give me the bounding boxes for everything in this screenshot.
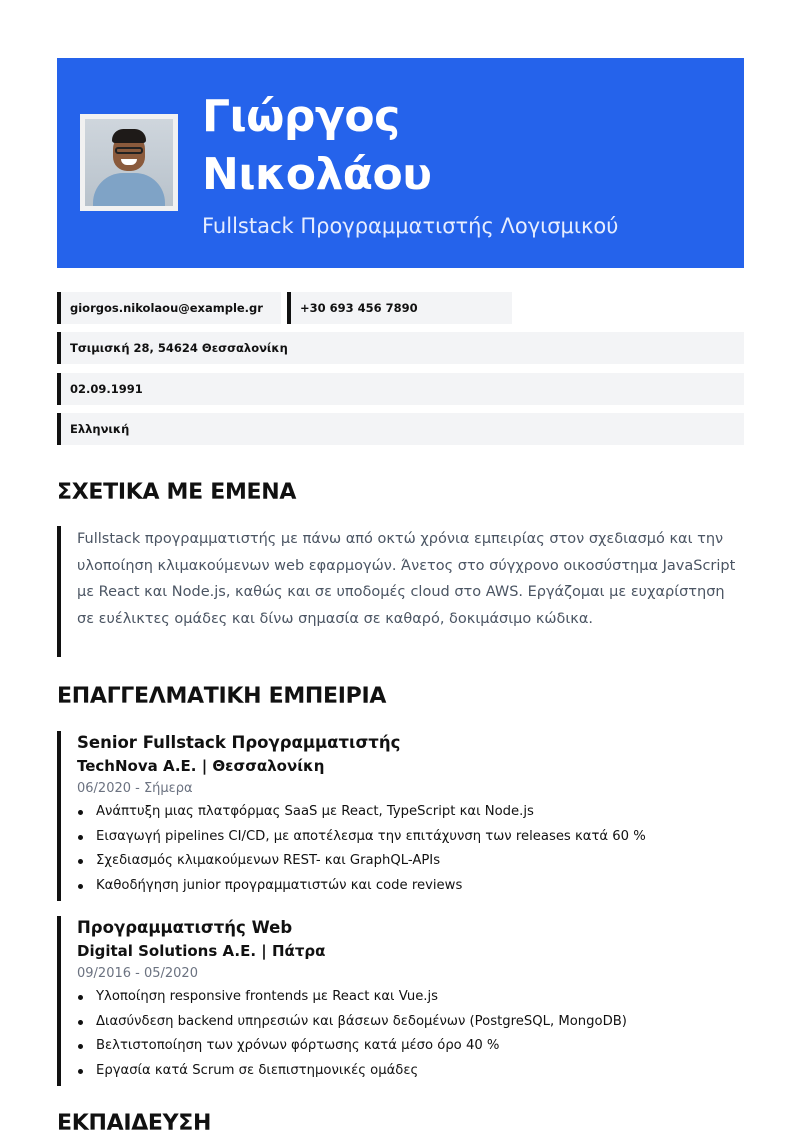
list-item: Εργασία κατά Scrum σε διεπιστημονικές ομάδες: [77, 1059, 744, 1084]
experience-heading: ΕΠΑΓΓΕΛΜΑΤΙΚΗ ΕΜΠΕΙΡΙΑ: [57, 684, 387, 709]
list-item: Σχεδιασμός κλιμακούμενων REST- και GraphQL-APIs: [77, 849, 744, 874]
job-bullets: [77, 985, 744, 1083]
profile-photo-frame: [80, 114, 178, 211]
job-title: Senior Fullstack Προγραμματιστής: [77, 733, 401, 752]
about-heading: ΣΧΕΤΙΚΑ ΜΕ ΕΜΕΝΑ: [57, 480, 297, 505]
job-company: TechNova A.E. | Θεσσαλονίκη: [77, 757, 325, 775]
job-dates: 09/2016 - 05/2020: [77, 966, 198, 981]
job-entry: [57, 731, 744, 901]
bullet-icon: [78, 995, 83, 1000]
bullet-icon: [78, 810, 83, 815]
list-item: Καθοδήγηση junior προγραμματιστών και code reviews: [77, 874, 744, 899]
list-item: Εισαγωγή pipelines CI/CD, με αποτέλεσμα την επιτάχυνση των releases κατά 60 %: [77, 825, 744, 850]
education-heading: ΕΚΠΑΙΔΕΥΣΗ: [57, 1111, 212, 1131]
person-name: [202, 88, 722, 204]
contact-nationality: Ελληνική: [57, 413, 744, 445]
contact-birthdate: 02.09.1991: [57, 373, 744, 405]
job-title: Προγραμματιστής Web: [77, 918, 293, 937]
list-item: Ανάπτυξη μιας πλατφόρμας SaaS με React, TypeScript και Node.js: [77, 800, 744, 825]
bullet-icon: [78, 859, 83, 864]
list-item: Υλοποίηση responsive frontends με React και Vue.js: [77, 985, 744, 1010]
about-text: Fullstack προγραμματιστής με πάνω από οκτώ χρόνια εμπειρίας στον σχεδιασμό και την υλοποίηση κλιμακούμενων web εφαρμογών. Άνετος στο σύγχρονο οικοσύστημα JavaScript με React και Node.js, καθώς και σε υποδομές cloud στο AWS. Εργάζομαι με ευχαρίστηση σε ευέλικτες ομάδες και δίνω σημασία σε καθαρό, δοκιμάσιμο κώδικα.: [57, 526, 744, 657]
bullet-icon: [78, 1020, 83, 1025]
job-dates: 06/2020 - Σήμερα: [77, 781, 193, 796]
bullet-icon: [78, 1044, 83, 1049]
name-last: Νικολάου: [202, 149, 432, 200]
profile-photo: [85, 119, 173, 206]
job-entry: [57, 916, 744, 1086]
list-item: Διασύνδεση backend υπηρεσιών και βάσεων δεδομένων (PostgreSQL, MongoDB): [77, 1010, 744, 1035]
bullet-icon: [78, 835, 83, 840]
name-first: Γιώργος: [202, 91, 400, 142]
job-bullets: [77, 800, 744, 898]
resume-header: [57, 58, 744, 268]
contact-address: Τσιμισκή 28, 54624 Θεσσαλονίκη: [57, 332, 744, 364]
contact-phone: +30 693 456 7890: [287, 292, 512, 324]
bullet-icon: [78, 1069, 83, 1074]
bullet-icon: [78, 884, 83, 889]
job-company: Digital Solutions A.E. | Πάτρα: [77, 942, 326, 960]
list-item: Βελτιστοποίηση των χρόνων φόρτωσης κατά μέσο όρο 40 %: [77, 1034, 744, 1059]
contact-email: giorgos.nikolaou@example.gr: [57, 292, 281, 324]
job-title-headline: Fullstack Προγραμματιστής Λογισμικού: [202, 214, 619, 238]
